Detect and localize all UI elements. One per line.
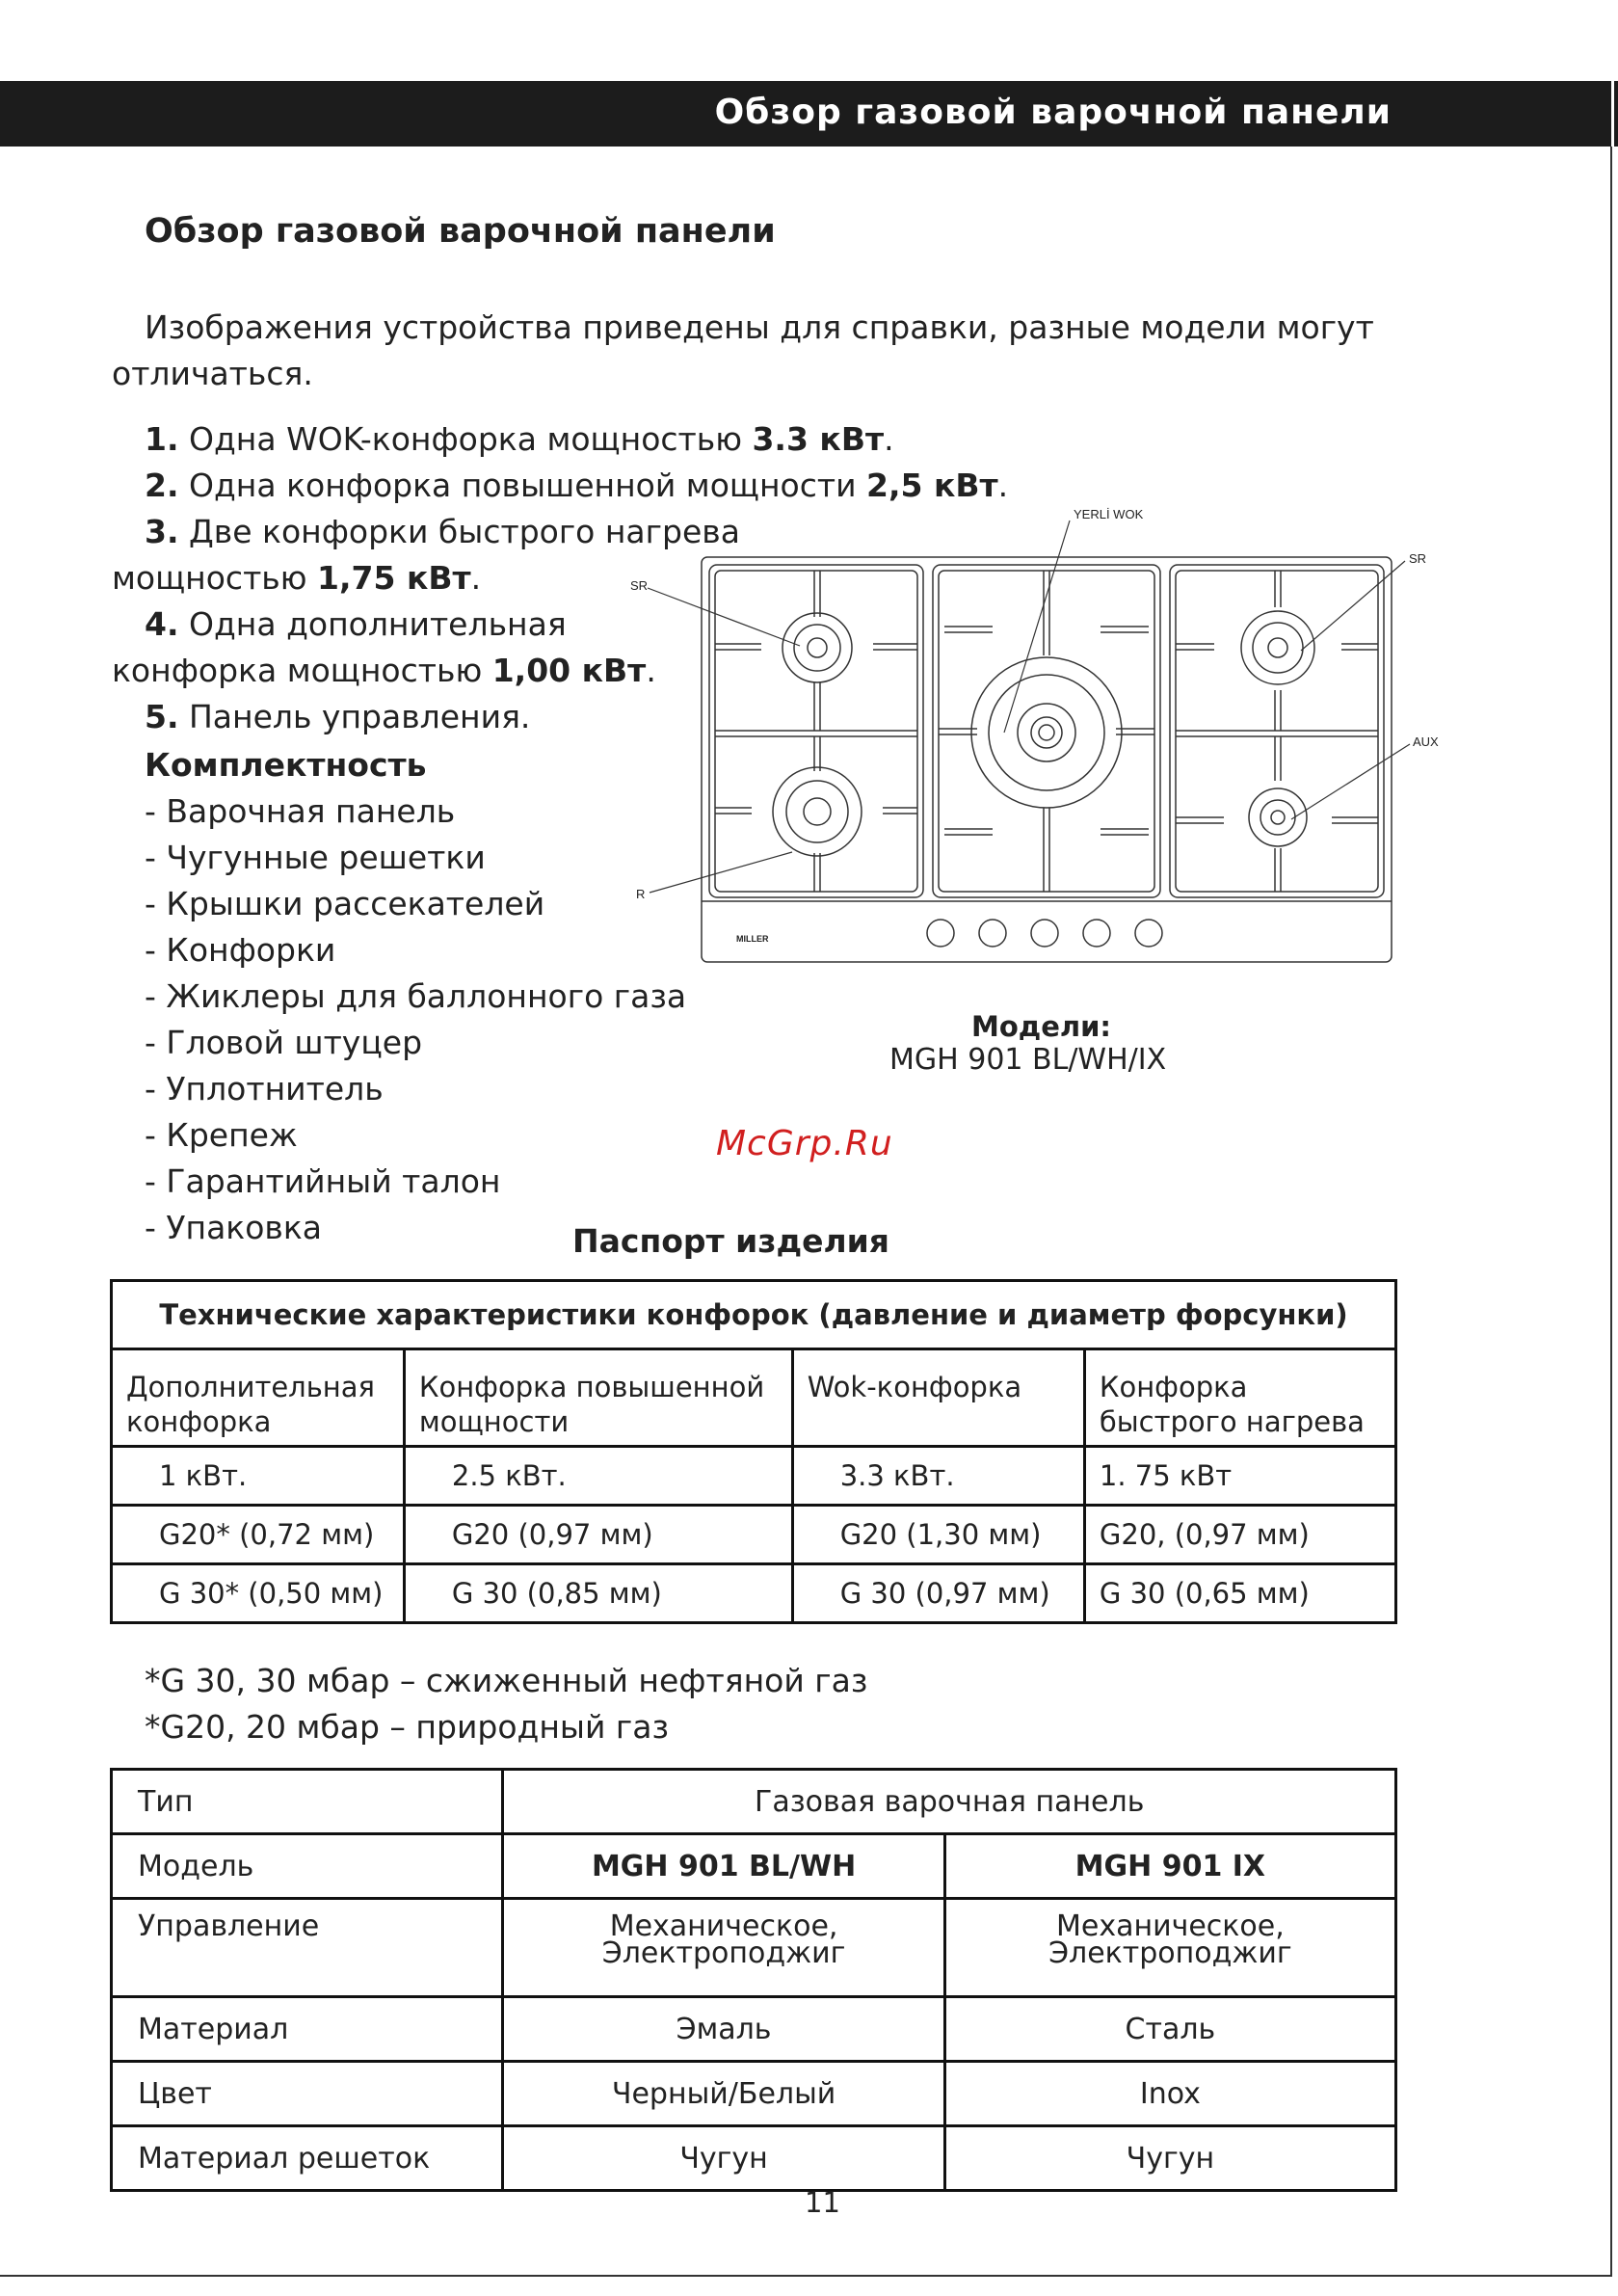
table-row [112,1564,1396,1623]
knob-3 [1031,920,1058,947]
burner-header: Конфорка повышенной мощности [404,1349,792,1447]
spec-value: Черный/Белый [503,2062,944,2126]
header-bar [0,81,1618,147]
feature-2: 2. Одна конфорка повышенной мощности 2,5 кВт. [145,467,1009,504]
label-sr-right: SR [1409,551,1427,566]
burner-r [773,767,862,856]
models-label: Модели: [971,1010,1112,1043]
table-cell: G 30 (0,97 мм) [792,1564,1084,1623]
intro-line-1: Изображения устройства приведены для справки, разные модели могут [145,308,1374,346]
spec-table [110,1768,1397,2192]
grate-center [933,565,1160,897]
page-number: 11 [805,2186,840,2219]
intro-line-2: отличаться. [112,355,313,392]
spec-value: Газовая варочная панель [503,1770,1396,1834]
label-wok: YERLİ WOK [1074,507,1144,521]
burner-aux [1249,788,1307,846]
knob-4 [1083,920,1110,947]
kit-item: - Уплотнитель [145,1070,384,1108]
table-cell: 1. 75 кВт [1084,1447,1395,1506]
spec-value: Эмаль [503,1997,944,2062]
knob-5 [1135,920,1162,947]
page-border-bottom [0,2275,1612,2277]
gas-notes [145,1658,867,1750]
feature-4-cont: конфорка мощностью 1,00 кВт. [112,652,656,689]
spec-value: Сталь [944,1997,1395,2062]
table-cell: G 30 (0,85 мм) [404,1564,792,1623]
spec-label: Материал [112,1997,503,2062]
table-cell: G20 (0,97 мм) [404,1506,792,1564]
kit-item: - Конфорки [145,931,336,969]
kit-item: - Упаковка [145,1209,323,1246]
table-cell: G 30 (0,65 мм) [1084,1564,1395,1623]
label-sr-left: SR [630,578,649,593]
kit-item: - Крепеж [145,1116,298,1154]
feature-1: 1. Одна WOK-конфорка мощностью 3.3 кВт. [145,420,894,458]
watermark: McGrp.Ru [716,1124,893,1163]
burner-header: Дополнительная конфорка [112,1349,405,1447]
kit-item: - Крышки рассекателей [145,885,545,922]
note-g30: *G 30, 30 мбар – сжиженный нефтяной газ [145,1662,868,1699]
table-row [112,2062,1396,2126]
burner-header: Wok-конфорка [792,1349,1084,1447]
page-title: Обзор газовой варочной панели [145,212,776,251]
burner-table-caption: Технические характеристики конфорок (давление и диаметр форсунки) [112,1281,1396,1349]
page-border-right [1610,147,1612,2277]
kit-item: - Гарантийный талон [145,1162,501,1200]
kit-item: - Гловой штуцер [145,1024,423,1061]
table-row [112,1770,1396,1834]
header-edge [1611,81,1614,147]
kit-item: - Жиклеры для баллонного газа [145,977,687,1015]
note-g20: *G20, 20 мбар – природный газ [145,1708,670,1746]
feature-3: 3. Две конфорки быстрого нагрева [145,513,740,550]
burner-table [110,1279,1397,1624]
burner-header: Конфорка быстрого нагрева [1084,1349,1395,1447]
hob-diagram [626,501,1446,983]
table-row [112,1899,1396,1997]
spec-value: Чугун [503,2126,944,2191]
kit-item: - Чугунные решетки [145,839,486,876]
table-row [112,1834,1396,1899]
label-r: R [636,887,646,901]
table-row [112,1997,1396,2062]
spec-label: Тип [112,1770,503,1834]
spec-value: MGH 901 IX [944,1834,1395,1899]
table-cell: 1 кВт. [112,1447,405,1506]
intro-paragraph [112,305,1393,397]
spec-label: Материал решеток [112,2126,503,2191]
knob-1 [927,920,954,947]
models-value: MGH 901 BL/WH/IX [889,1043,1167,1077]
header-title: Обзор газовой варочной панели [714,93,1392,132]
feature-5: 5. Панель управления. [145,698,531,735]
table-row [112,2126,1396,2191]
knob-2 [979,920,1006,947]
table-cell: G20* (0,72 мм) [112,1506,405,1564]
spec-value: MGH 901 BL/WH [503,1834,944,1899]
kit-item: - Варочная панель [145,792,456,830]
spec-label: Модель [112,1834,503,1899]
spec-value: Inox [944,2062,1395,2126]
label-aux: AUX [1413,734,1439,749]
burner-wok [971,657,1122,808]
table-cell: G20 (1,30 мм) [792,1506,1084,1564]
table-cell: G20, (0,97 мм) [1084,1506,1395,1564]
burner-sr-left [782,613,852,682]
brand-logo: MILLER [736,934,769,944]
feature-4: 4. Одна дополнительная [145,605,567,643]
table-row [112,1506,1396,1564]
table-row [112,1447,1396,1506]
table-cell: 3.3 кВт. [792,1447,1084,1506]
table-cell: G 30* (0,50 мм) [112,1564,405,1623]
spec-label: Цвет [112,2062,503,2126]
passport-title: Паспорт изделия [572,1222,889,1260]
spec-value: Чугун [944,2126,1395,2191]
spec-value: Механическое, Электроподжиг [944,1899,1395,1997]
table-cell: 2.5 кВт. [404,1447,792,1506]
kit-title: Комплектность [145,746,427,784]
spec-value: Механическое, Электроподжиг [503,1899,944,1997]
feature-3-cont: мощностью 1,75 кВт. [112,559,482,597]
kit-list [145,788,686,1251]
spec-label: Управление [112,1899,503,1997]
